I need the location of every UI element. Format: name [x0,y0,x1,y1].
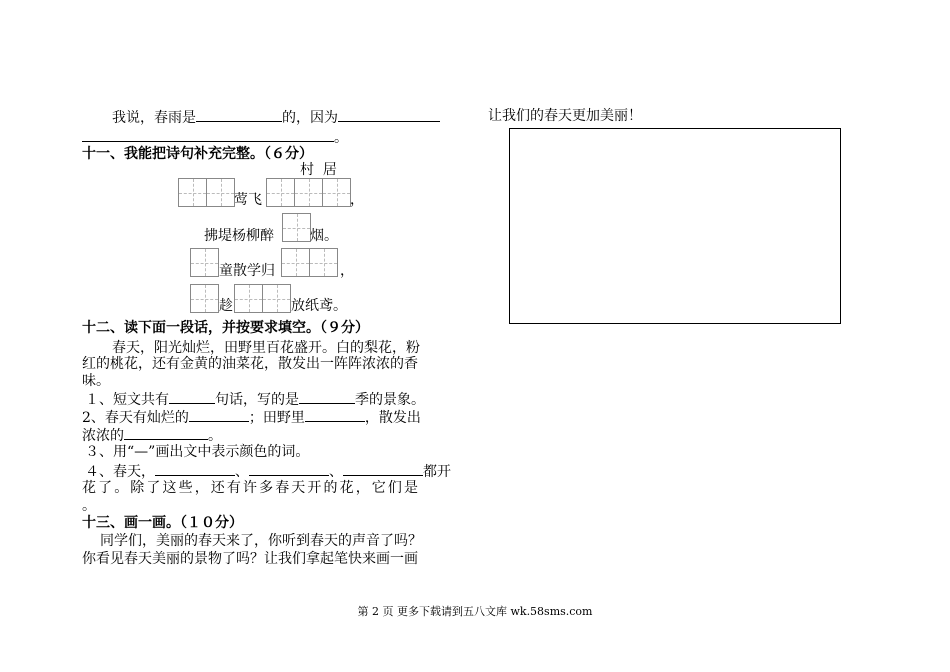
poem-title: 村 居 [300,162,337,178]
q12-item4-text-a: ４、春天， [85,464,155,480]
q12-item2-text-d: 浓浓的 [82,428,124,444]
char-grid-box[interactable] [262,284,291,313]
q12-item2-cont [82,425,222,445]
q12-item1-text-b: 句话，写的是 [215,392,299,408]
q11-title: 十一、我能把诗句补充完整。（６分） [82,146,313,162]
char-grid-box[interactable] [309,248,338,277]
poem-row2-text-b: 烟。 [310,228,338,244]
poem-row4-text-b: 放纸鸢。 [291,298,347,314]
q12-passage-line2: 红的桃花，还有金黄的油菜花，散发出一阵阵浓浓的香 [82,356,418,372]
poem-row2-text-a: 拂堤杨柳醉 [204,228,274,244]
q12-item4 [85,461,451,481]
poem-row4-text-a: 趁 [219,298,233,314]
answer-blank[interactable] [196,107,282,122]
q10-text-b: 的，因为 [282,110,338,126]
page-footer: 第 2 页 更多下载请到五八文库 wk.58sms.com [357,605,593,618]
answer-blank[interactable] [155,461,235,476]
q12-item2-text-a: 2、春天有灿烂的 [82,410,189,426]
answer-blank[interactable] [343,461,423,476]
answer-blank[interactable] [305,407,365,422]
drawing-box[interactable] [509,128,841,324]
q12-item1-text-a: １、短文共有 [85,392,169,408]
answer-blank[interactable] [169,389,215,404]
char-grid-box[interactable] [281,248,310,277]
q12-passage-line1: 春天，阳光灿烂，田野里百花盛开。白的梨花，粉 [112,340,420,356]
q10-line1 [112,107,440,127]
poem-row1-end: ， [350,192,364,208]
answer-blank[interactable] [338,107,440,122]
q13-title: 十三、画一画。（１０分） [82,515,243,531]
q12-passage-line3: 味。 [82,373,110,389]
q12-item4-text-b: 都开 [423,464,451,480]
q12-item4-sep1: 、 [235,464,249,480]
q12-item4-end: 。 [82,498,96,514]
poem-row3-end: ， [340,263,354,279]
answer-blank[interactable] [189,407,249,422]
q10-line2 [82,127,348,147]
q12-item2-text-e: 。 [208,428,222,444]
char-grid-box[interactable] [190,248,219,277]
q12-item4-line2: 花了。除了这些，还有许多春天开的花，它们是 [82,480,421,496]
q10-right-text: 让我们的春天更加美丽！ [488,108,642,124]
q12-title: 十二、读下面一段话，并按要求填空。（９分） [82,320,369,336]
q12-item1-text-c: 季的景象。 [355,392,425,408]
char-grid-box[interactable] [190,284,219,313]
q13-line2: 你看见春天美丽的景物了吗？让我们拿起笔快来画一画 [82,551,418,567]
q12-item2-text-c: ，散发出 [364,410,421,426]
q10-text-a: 我说，春雨是 [112,110,196,126]
answer-blank[interactable] [299,389,355,404]
q12-item3: ３、用“—”画出文中表示颜色的词。 [85,444,310,460]
char-grid-box[interactable] [322,178,351,207]
q12-item1 [85,389,425,409]
poem-row3-text: 童散学归 [219,263,275,279]
char-grid-box[interactable] [266,178,295,207]
answer-blank[interactable] [124,425,208,440]
q10-line2-end: 。 [334,130,348,146]
poem-row1-text: 莺飞 [234,192,262,208]
q13-line1: 同学们，美丽的春天来了，你听到春天的声音了吗？ [100,533,422,549]
char-grid-box[interactable] [206,178,235,207]
q12-item4-sep2: 、 [329,464,343,480]
answer-blank[interactable] [82,127,334,142]
char-grid-box[interactable] [294,178,323,207]
char-grid-box[interactable] [178,178,207,207]
char-grid-box[interactable] [282,213,311,242]
q12-item2-text-b: ；田野里 [248,410,305,426]
answer-blank[interactable] [249,461,329,476]
q12-item2 [82,407,421,427]
char-grid-box[interactable] [234,284,263,313]
